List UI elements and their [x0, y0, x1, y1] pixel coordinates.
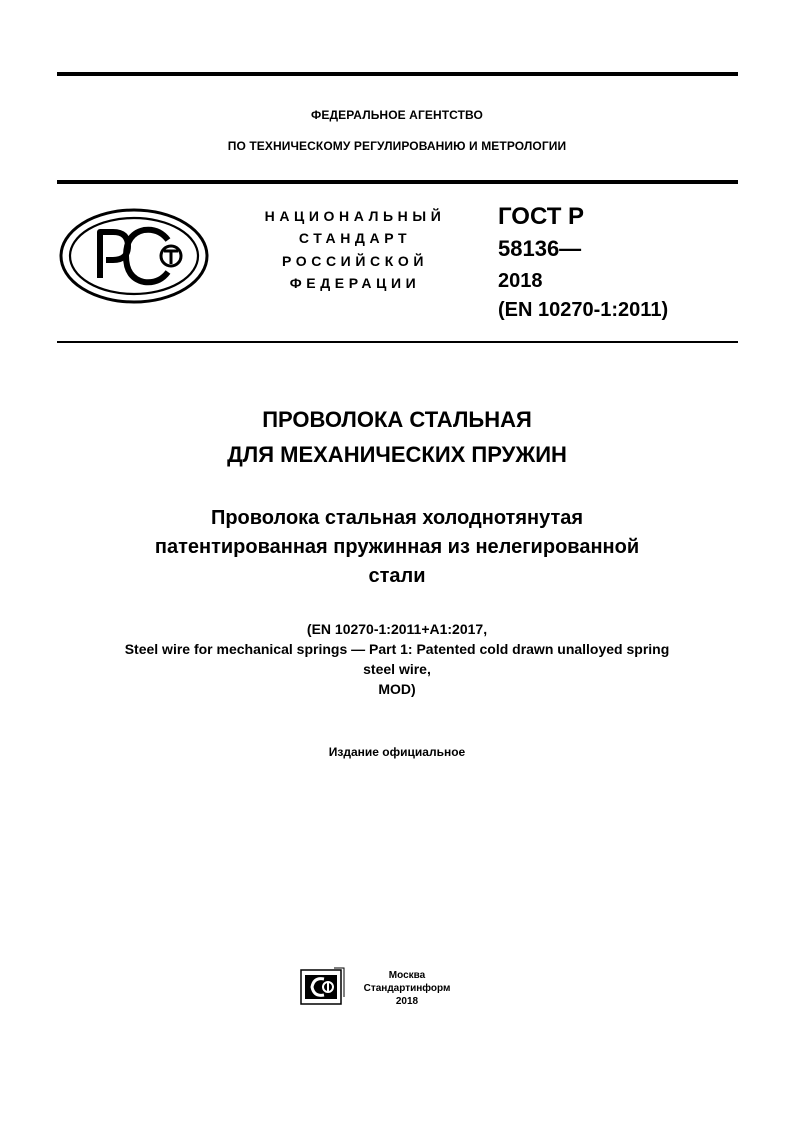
publisher-name: Стандартинформ	[363, 983, 451, 994]
title-line-2: ДЛЯ МЕХАНИЧЕСКИХ ПРУЖИН	[227, 442, 567, 467]
designation-line-1: ГОСТ Р	[498, 203, 585, 230]
designation-line-4: (EN 10270-1:2011)	[498, 299, 669, 321]
rst-mark-icon	[58, 206, 210, 306]
agency-line-2: ПО ТЕХНИЧЕСКОМУ РЕГУЛИРОВАНИЮ И МЕТРОЛОГИИ	[227, 139, 567, 153]
header-rule-top	[57, 180, 738, 184]
publisher-logo	[300, 967, 346, 1007]
subtitle-line-1: Проволока стальная холоднотянутая	[210, 507, 584, 529]
agency-line-1: ФЕДЕРАЛЬНОЕ АГЕНТСТВО	[311, 108, 483, 122]
standard-type-line-1: НАЦИОНАЛЬНЫЙ	[264, 208, 446, 224]
title-line-1: ПРОВОЛОКА СТАЛЬНАЯ	[262, 407, 532, 432]
standard-type-line-4: ФЕДЕРАЦИИ	[289, 275, 421, 291]
standartinform-logo-icon	[300, 967, 346, 1007]
edition-label: Издание официальное	[328, 745, 466, 759]
standard-type-line-2: СТАНДАРТ	[298, 230, 412, 246]
designation-line-2: 58136—	[498, 236, 582, 261]
subtitle-line-2: патентированная пружинная из нелегированной	[154, 536, 640, 558]
designation-line-3: 2018	[498, 270, 543, 292]
reference-line-4: MOD)	[378, 681, 416, 697]
reference-line-2: Steel wire for mechanical springs — Part 1: Patented cold drawn unalloyed spring	[124, 641, 670, 657]
standard-type-line-3: РОССИЙСКОЙ	[282, 253, 428, 269]
reference-line-1: (EN 10270-1:2011+A1:2017,	[306, 621, 488, 637]
gost-logo	[58, 206, 210, 306]
header-rule-bottom	[57, 341, 738, 343]
publisher-year: 2018	[395, 996, 419, 1007]
publisher-city: Москва	[388, 970, 426, 981]
reference-line-3: steel wire,	[363, 661, 431, 677]
top-rule	[57, 72, 738, 76]
subtitle-line-3: стали	[368, 565, 426, 587]
